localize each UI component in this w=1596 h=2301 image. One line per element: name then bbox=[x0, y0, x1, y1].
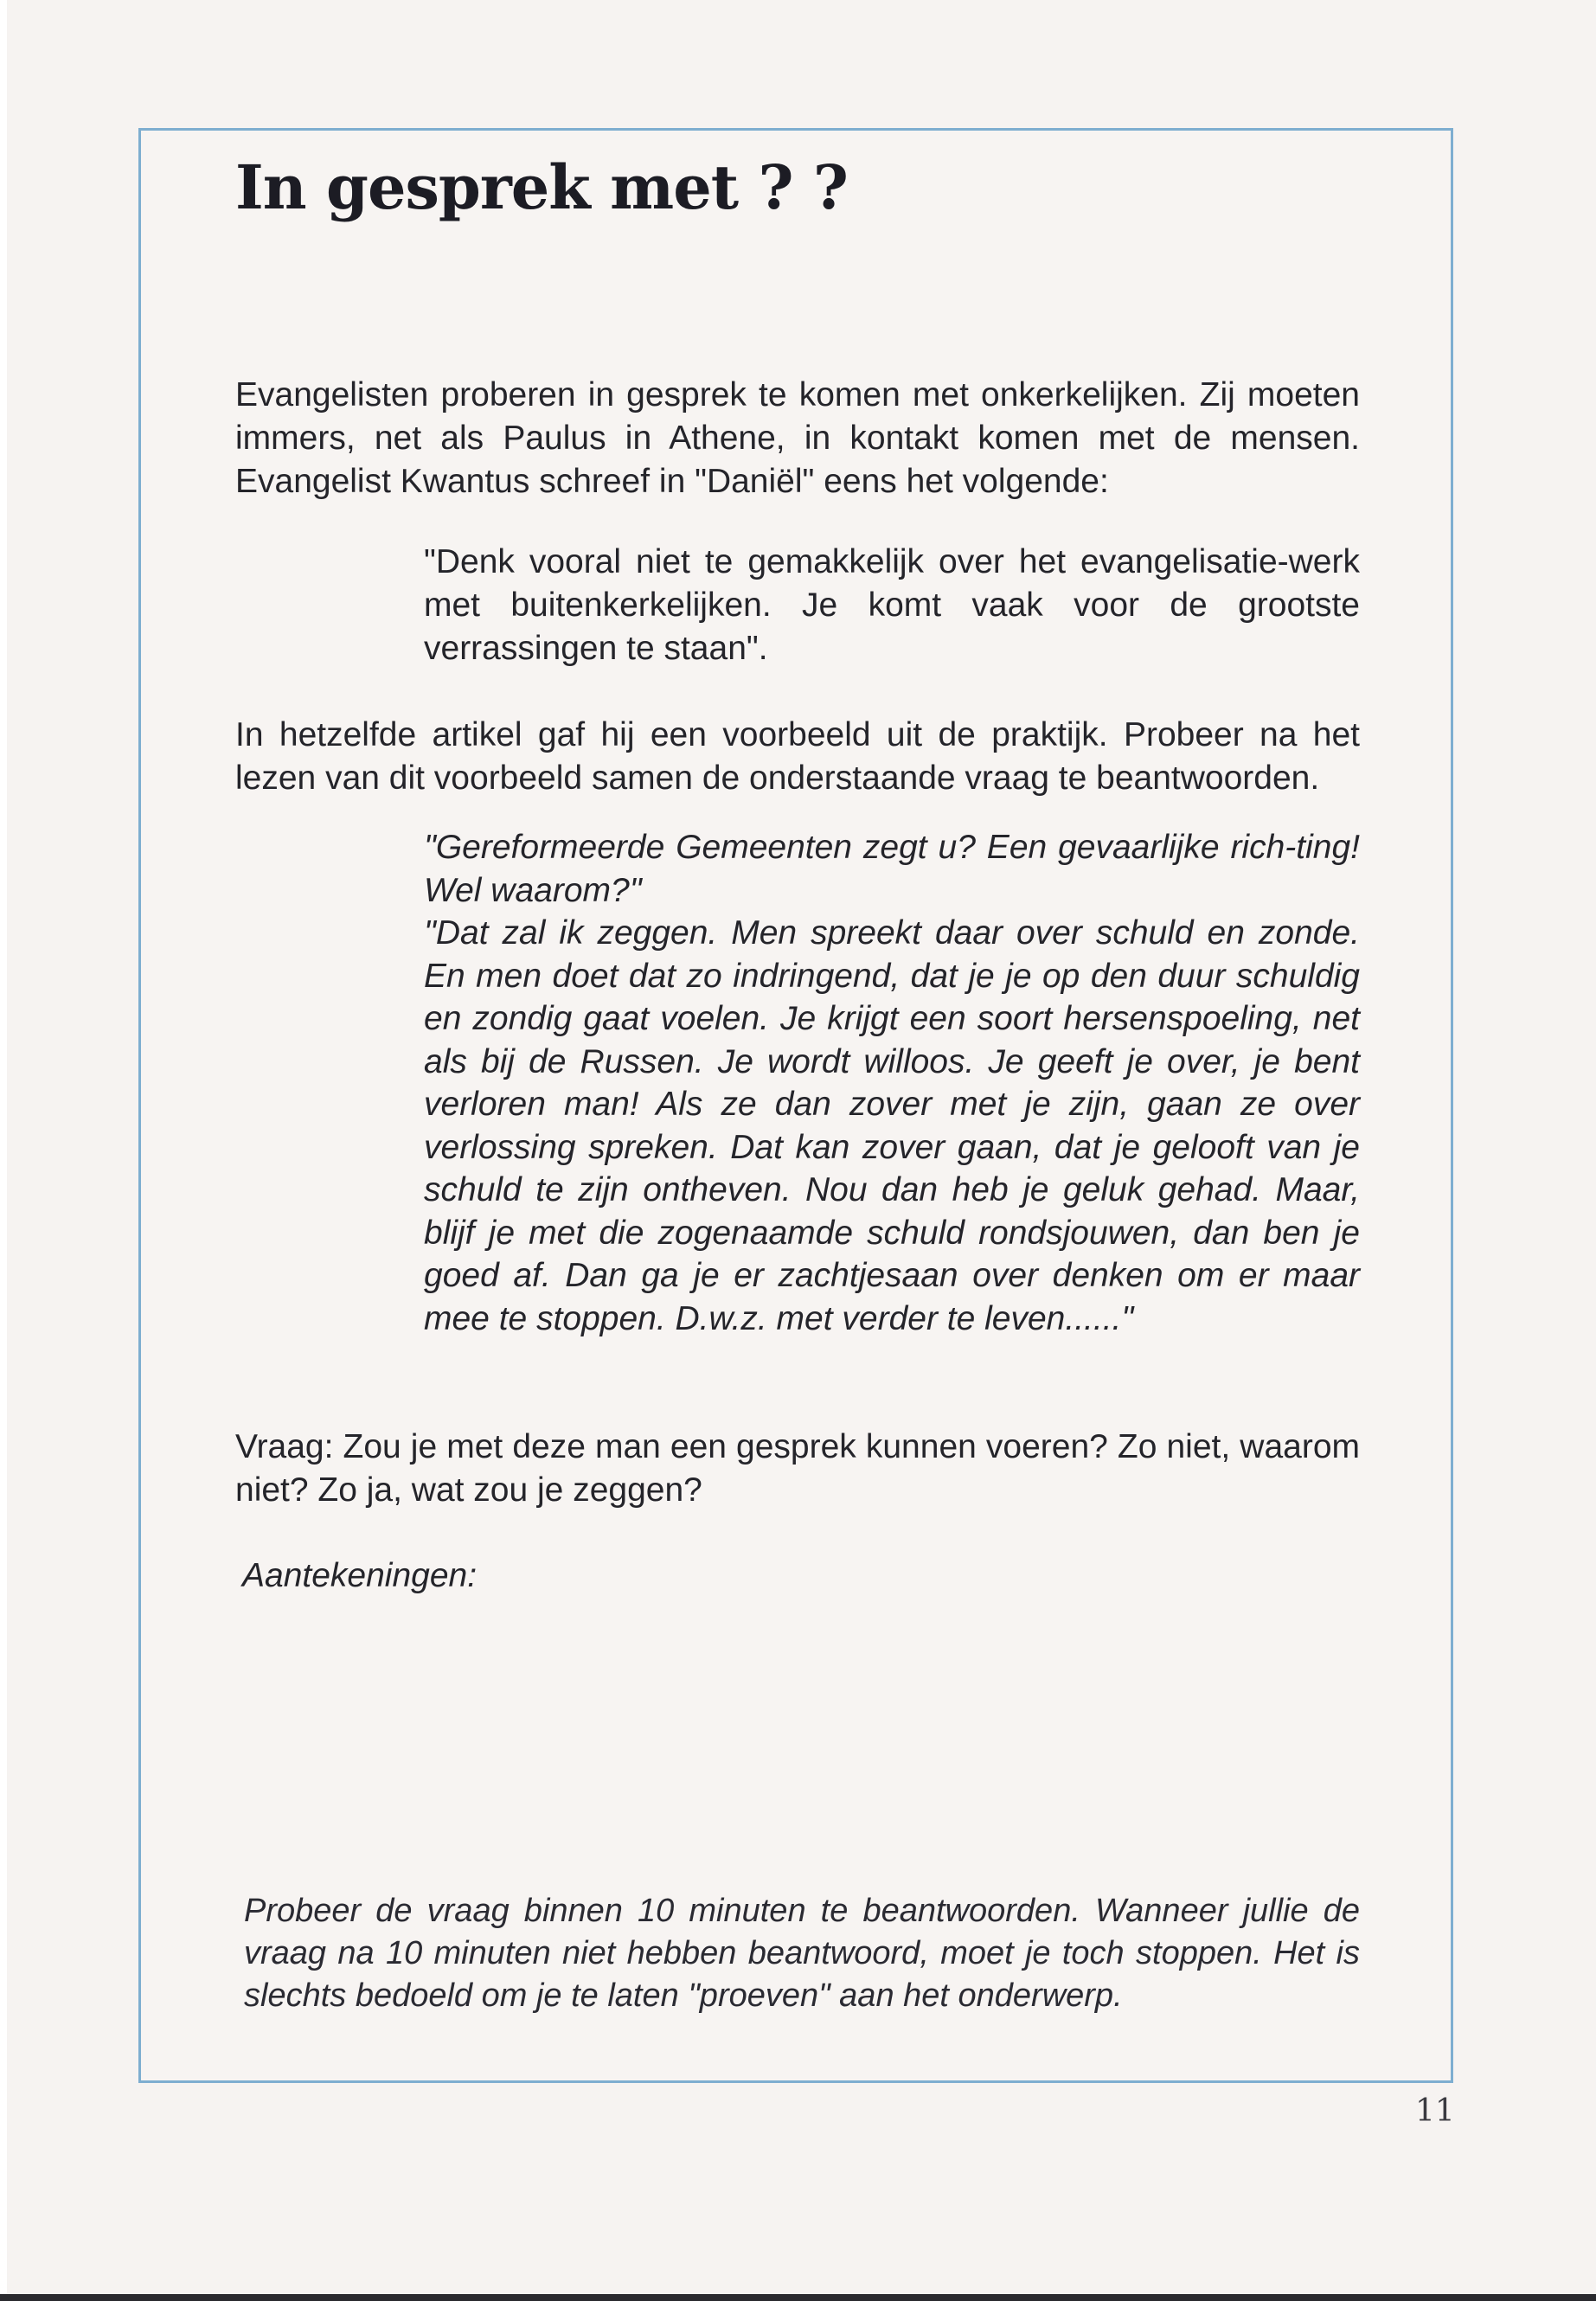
page-bottom-edge bbox=[0, 2294, 1596, 2301]
question-paragraph: Vraag: Zou je met deze man een gesprek kunnen voeren? Zo niet, waarom niet? Zo ja, wat zou je zeggen? bbox=[235, 1428, 1360, 1509]
page-edge bbox=[0, 0, 7, 2301]
page-title: In gesprek met ? ? bbox=[235, 151, 848, 223]
notes-label: Aantekeningen: bbox=[242, 1557, 478, 1594]
quote-block-2-line-2: "Dat zal ik zeggen. Men spreekt daar over schuld en zonde. En men doet dat zo indringend, dat je je op den duur schuldig en zondig gaat voelen. Je krijgt een soort hersenspoeling, net als bij de Russen. Je wordt willoos. Je geeft je over, je bent verloren man! Als ze dan zover met je zijn, gaan ze over verlossing spreken. Dat kan zover gaan, dat je gelooft van je schuld te zijn ontheven. Nou dan heb je geluk gehad. Maar, blijf je met die zogenaamde schuld rondsjouwen, dan ben je goed af. Dan ga je er zachtjesaan over denken om er maar mee te stoppen. D.w.z. met verder te leven......" bbox=[424, 914, 1360, 1337]
quote-block-1: "Denk vooral niet te gemakkelijk over het evangelisatie-werk met buitenkerkelijken. Je komt vaak voor de grootste verrassingen te staan". bbox=[424, 543, 1360, 667]
second-paragraph: In hetzelfde artikel gaf hij een voorbeeld uit de praktijk. Probeer na het lezen van dit voorbeeld samen de onderstaande vraag te beantwoorden. bbox=[235, 716, 1360, 797]
instruction-paragraph: Probeer de vraag binnen 10 minuten te beantwoorden. Wanneer jullie de vraag na 10 minuten niet hebben beantwoord, moet je toch stoppen. Het is slechts bedoeld om je te laten "proeven" aan het onderwerp. bbox=[244, 1893, 1360, 2014]
quote-block-2-line-1: "Gereformeerde Gemeenten zegt u? Een gevaarlijke rich-ting! Wel waarom?" bbox=[424, 829, 1360, 909]
page-number: 11 bbox=[1415, 2093, 1455, 2129]
intro-paragraph: Evangelisten proberen in gesprek te komen met onkerkelijken. Zij moeten immers, net als Paulus in Athene, in kontakt komen met de mensen. Evangelist Kwantus schreef in "Daniël" eens het volgende: bbox=[235, 376, 1360, 500]
quote-block-2 bbox=[424, 826, 1360, 1340]
